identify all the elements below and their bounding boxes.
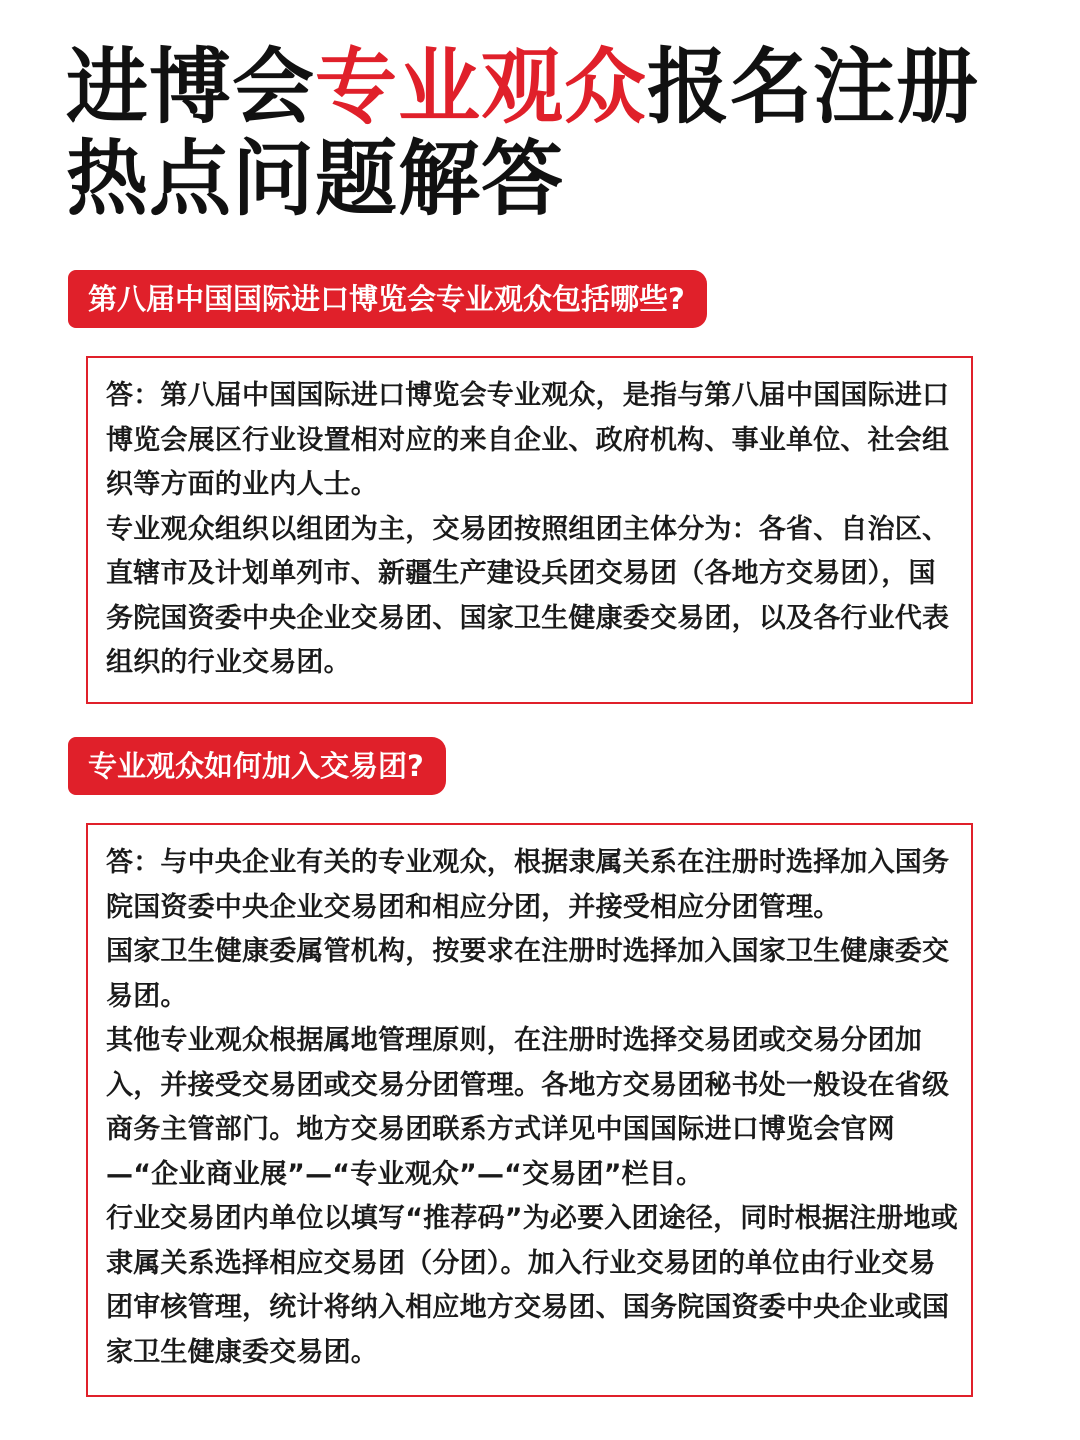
question-banner-2 [68, 737, 446, 795]
answer-box-1 [86, 356, 973, 704]
answer-1-paragraph-1: 答：第八届中国国际进口博览会专业观众，是指与第八届中国国际进口博览会展区行业设置相对应的来自企业、政府机构、事业单位、社会组织等方面的业内人士。 [106, 380, 950, 500]
answer-2-paragraph-1: 答：与中央企业有关的专业观众，根据隶属关系在注册时选择加入国务院国资委中央企业交易团和相应分团，并接受相应分团管理。 [106, 847, 950, 923]
answer-2-paragraph-2: 国家卫生健康委属管机构，按要求在注册时选择加入国家卫生健康委交易团。 [106, 936, 950, 1012]
answer-2-paragraph-3: 其他专业观众根据属地管理原则，在注册时选择交易团或交易分团加入，并接受交易团或交易分团管理。各地方交易团秘书处一般设在省级商务主管部门。地方交易团联系方式详见中国国际进口博览会官网—“企业商业展”—“专业观众”—“交易团”栏目。 [106, 1025, 950, 1190]
question-1-text: 第八届中国国际进口博览会专业观众包括哪些? [88, 282, 685, 316]
title-accent: 专业观众 [315, 40, 648, 135]
question-2-text: 专业观众如何加入交易团? [88, 749, 424, 783]
page-title [66, 42, 1036, 226]
question-banner-1 [68, 270, 707, 328]
answer-1-paragraph-2: 专业观众组织以组团为主，交易团按照组团主体分为：各省、自治区、直辖市及计划单列市、新疆生产建设兵团交易团（各地方交易团），国务院国资委中央企业交易团、国家卫生健康委交易团，以及各行业代表组织的行业交易团。 [106, 513, 950, 678]
answer-box-2 [86, 823, 973, 1397]
title-part-1: 进博会 [66, 40, 316, 135]
answer-2-paragraph-4: 行业交易团内单位以填写“推荐码”为必要入团途径，同时根据注册地或隶属关系选择相应交易团（分团）。加入行业交易团的单位由行业交易团审核管理，统计将纳入相应地方交易团、国务院国资委中央企业或国家卫生健康委交易团。 [106, 1203, 958, 1368]
title-part-2: 报名注册热点问题解答 [66, 40, 980, 227]
